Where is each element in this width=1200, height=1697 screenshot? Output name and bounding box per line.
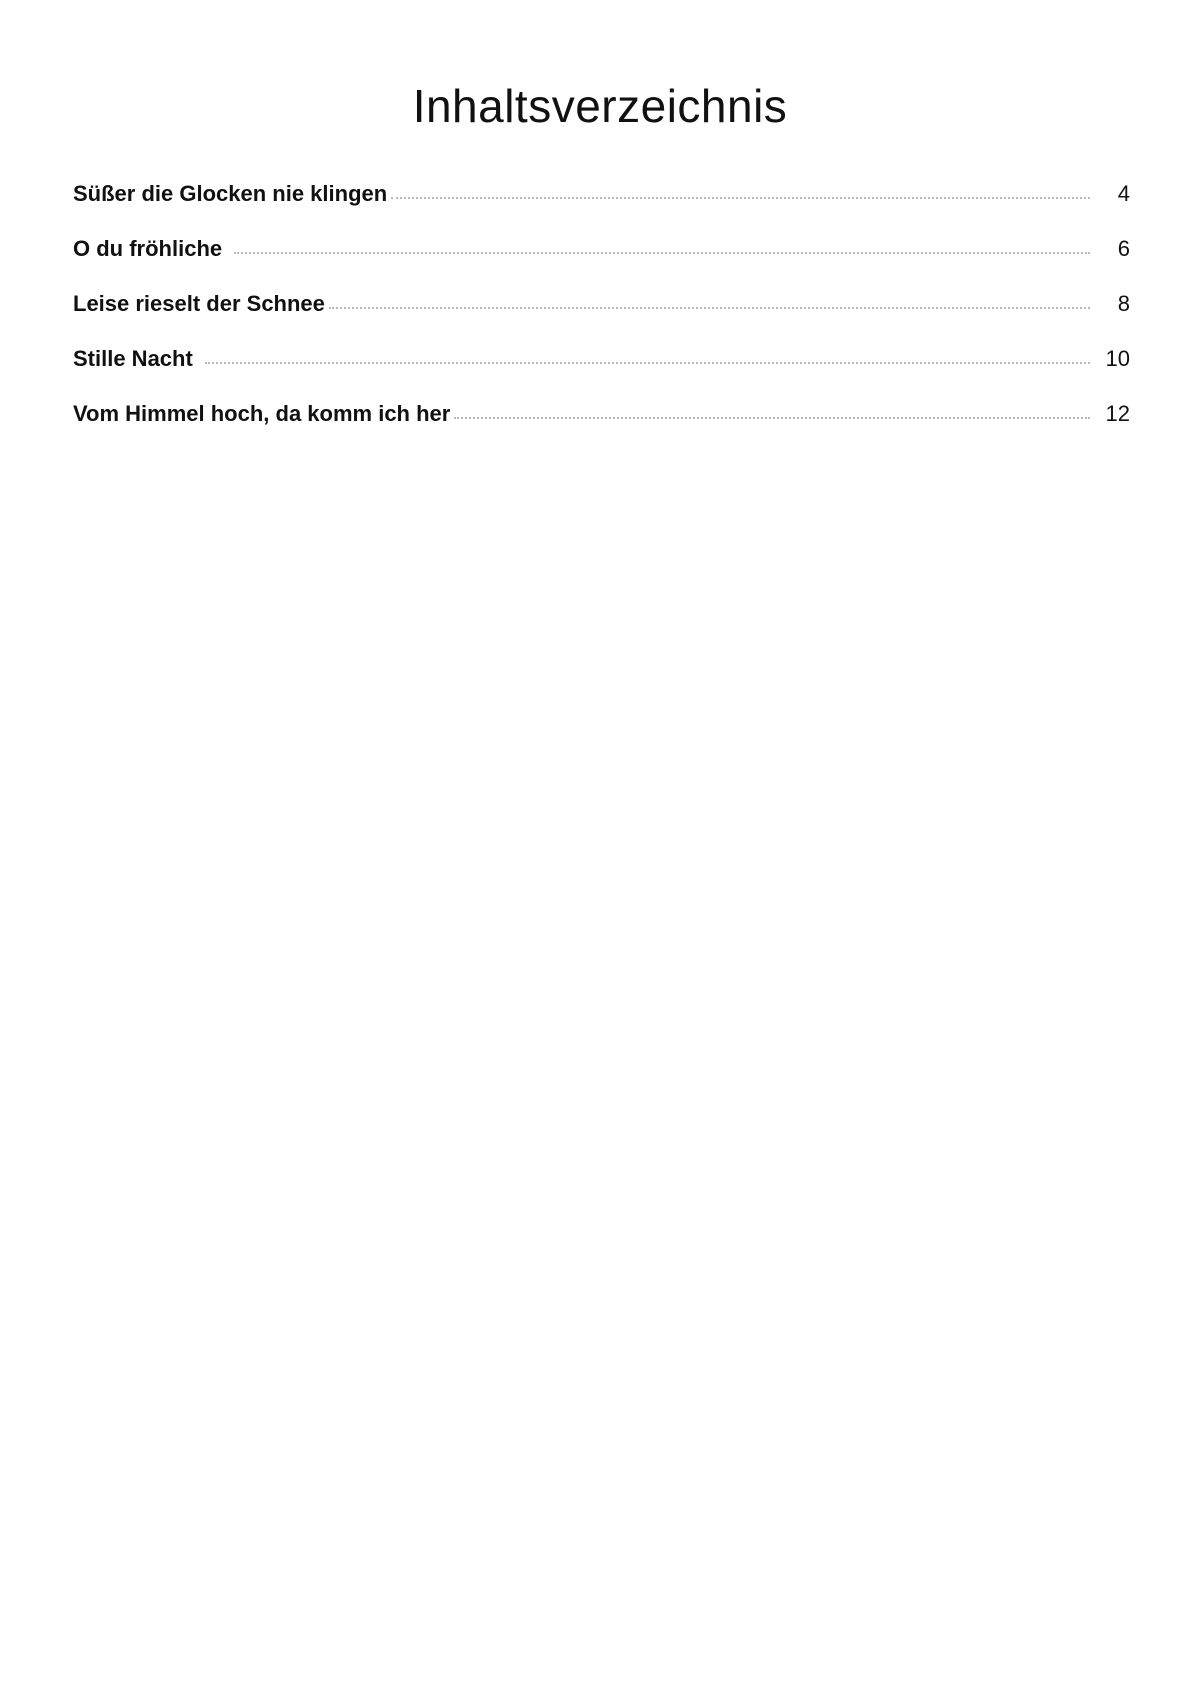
dot-leader [454, 417, 1090, 419]
toc-entry-page-number: 4 [1117, 181, 1130, 206]
toc-entry[interactable] [73, 400, 1130, 455]
table-of-contents [73, 180, 1130, 455]
toc-entry-page-number: 8 [1117, 291, 1130, 316]
toc-entry-title: Vom Himmel hoch, da komm ich her [73, 401, 451, 426]
toc-entry[interactable] [73, 235, 1130, 290]
toc-entry[interactable] [73, 180, 1130, 235]
toc-entry[interactable] [73, 290, 1130, 345]
dot-leader [205, 362, 1090, 364]
page-title: Inhaltsverzeichnis [412, 80, 788, 132]
toc-entry[interactable] [73, 345, 1130, 400]
toc-entry-title: O du fröhliche [73, 236, 223, 261]
toc-entry-title: Süßer die Glocken nie klingen [73, 181, 388, 206]
toc-entry-page-number: 12 [1105, 401, 1130, 426]
dot-leader [234, 252, 1090, 254]
dot-leader [329, 307, 1090, 309]
dot-leader [391, 197, 1090, 199]
toc-entry-page-number: 10 [1105, 346, 1130, 371]
toc-entry-title: Leise rieselt der Schnee [73, 291, 325, 316]
toc-entry-page-number: 6 [1117, 236, 1130, 261]
toc-entry-title: Stille Nacht [73, 346, 193, 371]
